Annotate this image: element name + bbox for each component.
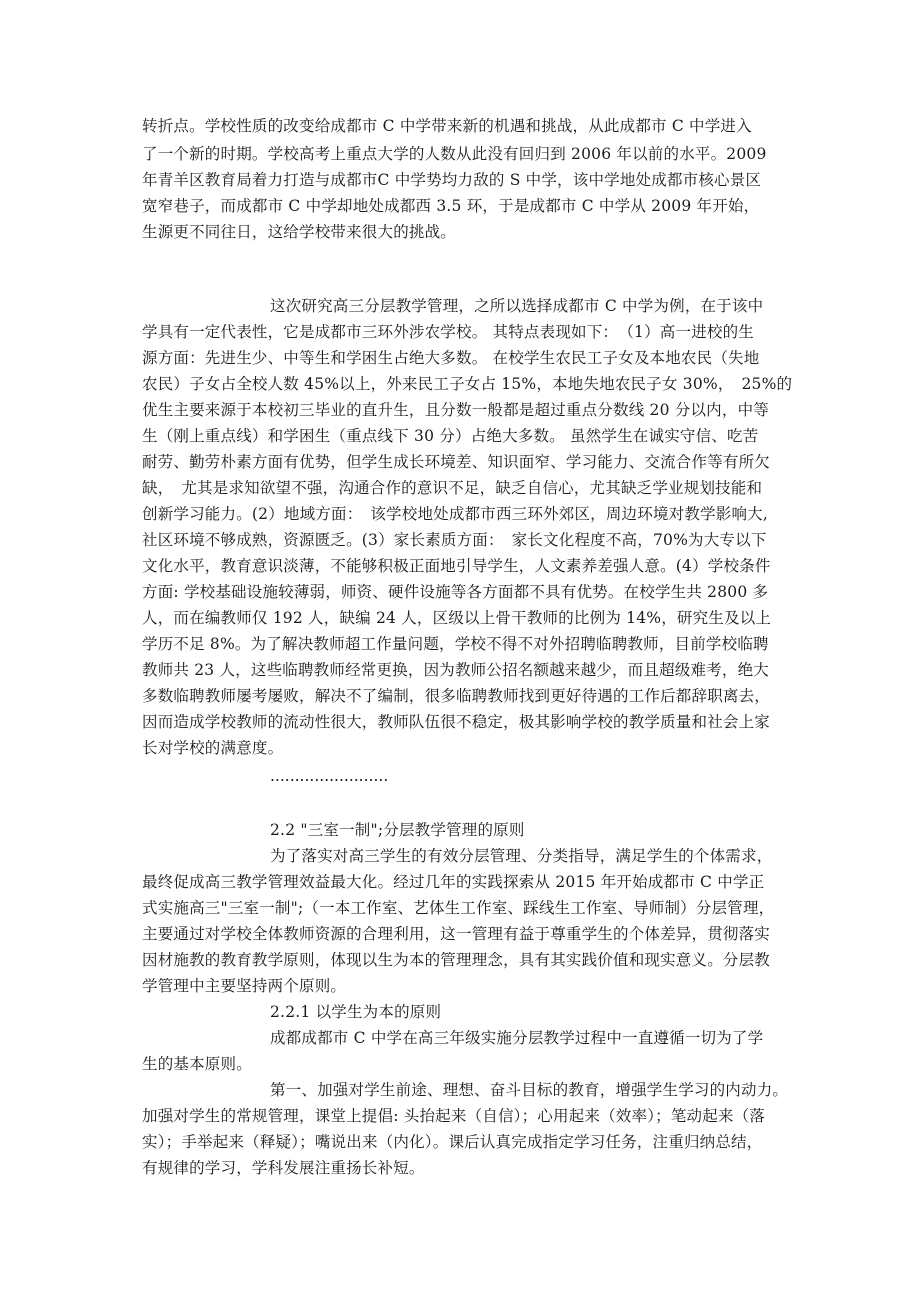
- text-line: 方面: 学校基础设施较薄弱，师资、硬件设施等各方面都不具有优势。在校学生共 2800 多: [142, 583, 769, 601]
- text-line: 耐劳、勤劳朴素方面有优势，但学生成长环境差、知识面窄、学习能力、交流合作等有所欠: [142, 453, 771, 471]
- text-line: 这次研究高三分层教学管理，之所以选择成都市 C 中学为例，在于该中: [270, 297, 764, 315]
- text-line: 学管理中主要坚持两个原则。: [142, 977, 347, 995]
- text-line: 加强对学生的常规管理，课堂上提倡: 头抬起来（自信）；心用起来（效率）；笔动起来（落: [142, 1107, 766, 1125]
- text-line: 年青羊区教育局着力打造与成都市C 中学势均力敌的 S 中学，该中学地处成都市核心景区: [142, 171, 762, 189]
- text-line: 为了落实对高三学生的有效分层管理、分类指导，满足学生的个体需求，: [270, 847, 773, 865]
- text-line: 学历不足 8%。为了解决教师超工作量问题，学校不得不对外招聘临聘教师，目前学校临聘: [142, 635, 769, 653]
- text-line: 人，而在编教师仅 192 人，缺编 24 人，区级以上骨干教师的比例为 14%，研究生及以上: [142, 609, 772, 627]
- text-line: 长对学校的满意度。: [142, 739, 284, 757]
- text-line: 生的基本原则。: [142, 1055, 252, 1073]
- text-line: 创新学习能力。(2）地域方面： 该学校地处成都市西三环外郊区，周边环境对教学影响大,: [142, 505, 768, 523]
- text-line: 宽窄巷子，而成都市 C 中学却地处成都西 3.5 环，于是成都市 C 中学从 2009 年开始，: [142, 197, 760, 215]
- text-line: 转折点。学校性质的改变给成都市 C 中学带来新的机遇和挑战，从此成都市 C 中学进入: [142, 117, 752, 135]
- text-line: 生（刚上重点线）和学困生（重点线下 30 分）占绝大多数。 虽然学生在诚实守信、吃苦: [142, 427, 759, 445]
- subsection-heading: 2.2.1 以学生为本的原则: [270, 1003, 442, 1021]
- text-line: 优生主要来源于本校初三毕业的直升生，且分数一般都是超过重点分数线 20 分以内，中等: [142, 401, 769, 419]
- text-line: 源方面：先进生少、中等生和学困生占绝大多数。 在校学生农民工子女及本地农民（失地: [142, 349, 760, 367]
- text-line: 最终促成高三教学管理效益最大化。经过几年的实践探索从 2015 年开始成都市 C 中学正: [142, 873, 765, 891]
- text-line: 第一、加强对学生前途、理想、奋斗目标的教育，增强学生学习的内动力。: [270, 1081, 789, 1099]
- text-line: 因材施教的教育教学原则，体现以生为本的管理理念，具有其实践价值和现实意义。分层教: [142, 951, 771, 969]
- text-line: 生源更不同往日，这给学校带来很大的挑战。: [142, 223, 457, 241]
- text-line: 社区环境不够成熟，资源匮乏。(3）家长素质方面： 家长文化程度不高，70%为大专以下: [142, 531, 767, 549]
- text-line: 农民）子女占全校人数 45%以上，外来民工子女占 15%，本地失地农民子女 30%， 25%的: [142, 375, 793, 393]
- text-line: 缺， 尤其是求知欲望不强，沟通合作的意识不足，缺乏自信心，尤其缺乏学业规划技能和: [142, 479, 763, 497]
- text-line: 文化水平，教育意识淡薄，不能够积极正面地引导学生，人文素养差强人意。(4）学校条件: [142, 557, 771, 575]
- text-line: 了一个新的时期。学校高考上重点大学的人数从此没有回归到 2006 年以前的水平。2009: [142, 145, 767, 163]
- text-line: 主要通过对学校全体教师资源的合理利用，这一管理有益于尊重学生的个体差异，贯彻落实: [142, 925, 771, 943]
- text-line: 实）；手举起来（释疑）；嘴说出来（内化）。课后认真完成指定学习任务，注重归纳总结，: [142, 1133, 763, 1151]
- section-heading: 2.2 "三室一制";分层教学管理的原则: [270, 821, 525, 839]
- ellipsis: ........................: [270, 767, 389, 785]
- text-line: 式实施高三"三室一制";（一本工作室、艺体生工作室、踩线生工作室、导师制）分层管理，: [142, 899, 775, 917]
- text-line: 学具有一定代表性，它是成都市三环外涉农学校。 其特点表现如下： （1）高一进校的生: [142, 323, 754, 341]
- text-line: 教师共 23 人，这些临聘教师经常更换，因为教师公招名额越来越少，而且超级难考，绝大: [142, 661, 769, 679]
- text-line: 有规律的学习，学科发展注重扬长补短。: [142, 1159, 425, 1177]
- text-line: 因而造成学校教师的流动性很大，教师队伍很不稳定，极其影响学校的教学质量和社会上家: [142, 713, 771, 731]
- text-line: 成都成都市 C 中学在高三年级实施分层教学过程中一直遵循一切为了学: [270, 1029, 764, 1047]
- text-line: 多数临聘教师屡考屡败，解决不了编制，很多临聘教师找到更好待遇的工作后都辞职离去，: [142, 687, 771, 705]
